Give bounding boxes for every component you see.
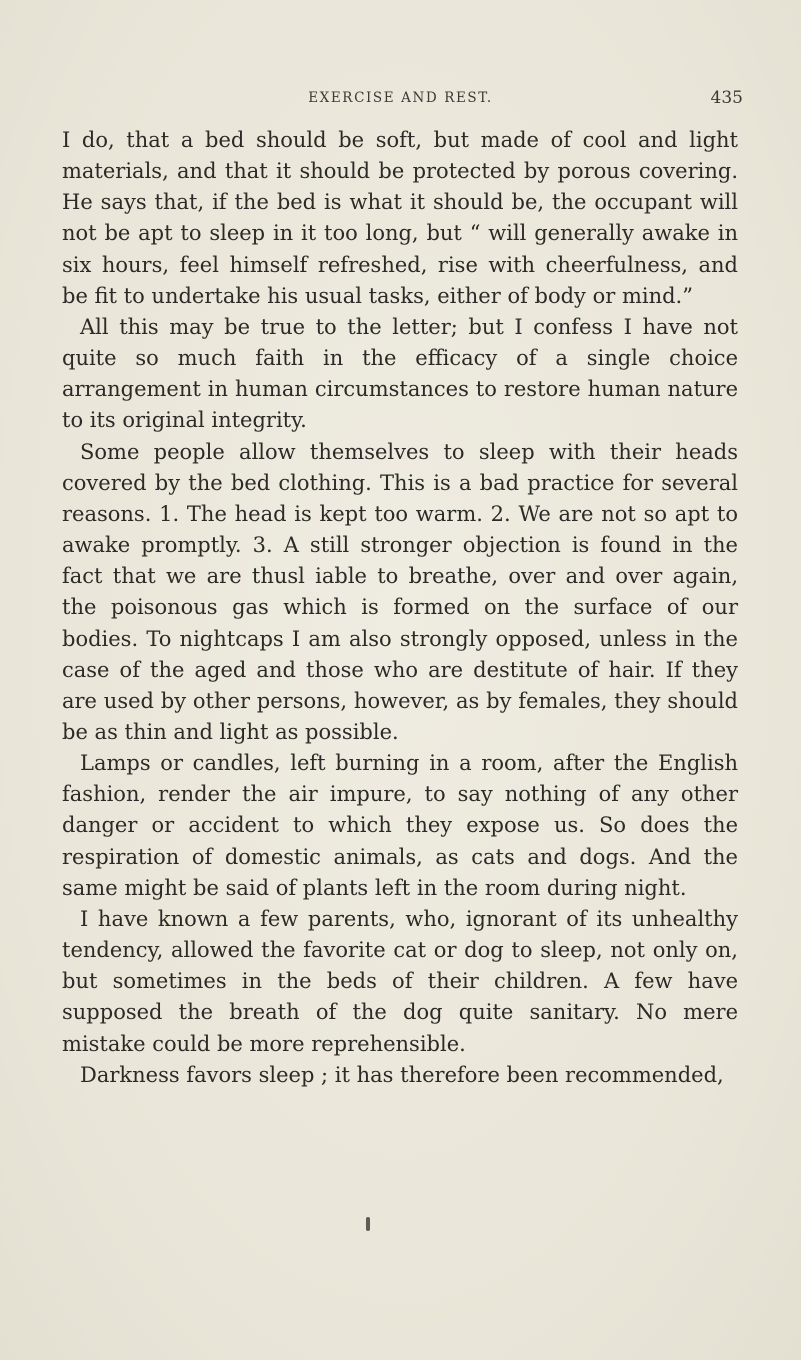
running-head: EXERCISE AND REST. [308,90,493,106]
page-number: 435 [710,88,743,108]
paragraph-3: Some people allow themselves to sleep with their heads covered by the bed clothing. This is a bad practice for several reasons. 1. The head is kept too warm. 2. We are not so apt to awake promptly. 3. A still stronger objection is found in the fact that we are thusl iable to breathe, over and over again, the poisonous gas which is formed on the surface of our bodies. To nightcaps I am also strongly opposed, unless in the case of the aged and those who are destitute of hair. If they are used by other persons, however, as by females, they should be as thin and light as possible. [62,439,738,744]
paragraph-6: Darkness favors sleep ; it has therefore been recommended, [80,1062,724,1087]
page-header [0,88,801,112]
paragraph-4: Lamps or candles, left burning in a room, after the English fashion, render the air impure, to say nothing of any other danger or accident to which they expose us. So does the respiration of domestic animals, as cats and dogs. And the same might be said of plants left in the room during night. [62,751,738,900]
ink-spot [366,1217,370,1231]
paragraph-2: All this may be true to the letter; but I confess I have not quite so much faith in the efficacy of a single choice arrangement in human circumstances to restore human nature to its original integrity. [62,314,738,433]
paragraph-1: I do, that a bed should be soft, but made of cool and light materials, and that it should be protected by porous covering. He says that, if the bed is what it should be, the occupant will not be apt to sleep in it too long, but “ will generally awake in six hours, feel himself refreshed, rise with cheerfulness, and be fit to undertake his usual tasks, either of body or mind.” [62,128,738,308]
body-text [62,125,738,1091]
paragraph-5: I have known a few parents, who, ignorant of its unhealthy tendency, allowed the favorite cat or dog to sleep, not only on, but sometimes in the beds of their children. A few have supposed the breath of the dog quite sanitary. No mere mistake could be more reprehensible. [62,906,738,1056]
